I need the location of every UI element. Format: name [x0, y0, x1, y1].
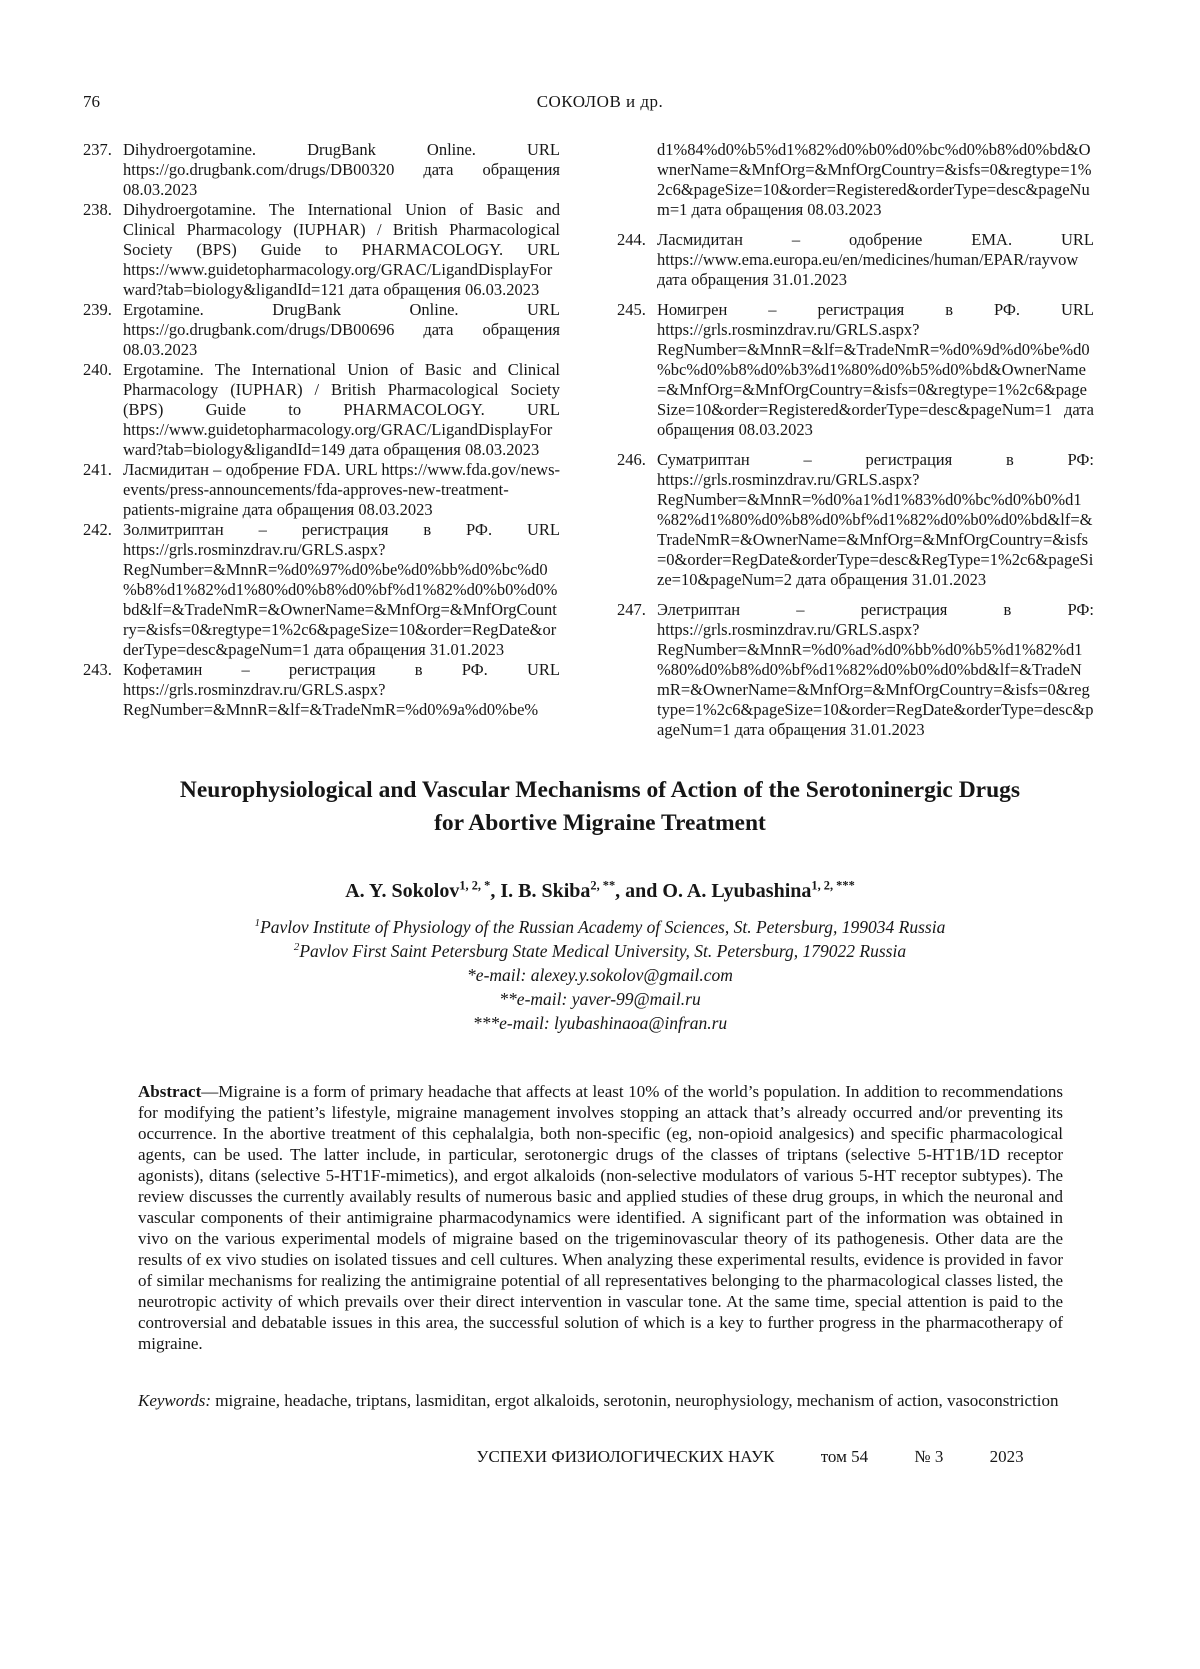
- page-header: [0, 92, 1200, 114]
- email-line: *e-mail: alexey.y.sokolov@gmail.com: [467, 965, 733, 985]
- references-right-column: [617, 140, 1094, 740]
- reference-text: Ласмидитан – одобрение EMA. URL https://www.ema.europa.eu/en/medicines/human/EPAR/rayvow дата обращения 31.01.2023: [657, 230, 1094, 289]
- author-name: O. A. Lyubashina: [662, 880, 812, 902]
- reference-text: Ласмидитан – одобрение FDA. URL https://www.fda.gov/news-events/press-announcements/fda-approves-new-treatment-patients-migraine дата обращения 08.03.2023: [123, 460, 560, 519]
- reference-text: Ergotamine. DrugBank Online. URL https://go.drugbank.com/drugs/DB00696 дата обращения 08.03.2023: [123, 300, 560, 359]
- reference-item: [83, 520, 560, 660]
- footer-journal-name: УСПЕХИ ФИЗИОЛОГИЧЕСКИХ НАУК: [476, 1447, 775, 1466]
- affiliation-text: Pavlov Institute of Physiology of the Russian Academy of Sciences, St. Petersburg, 199034 Russia: [260, 917, 946, 937]
- reference-number: 246.: [617, 450, 646, 469]
- author-superscript: 1, 2, *: [459, 878, 491, 893]
- footer-volume: том 54: [820, 1447, 869, 1466]
- reference-item: [83, 660, 560, 720]
- affiliation-superscript: 1: [254, 917, 261, 930]
- author-separator: , and: [615, 880, 663, 902]
- reference-number: 239.: [83, 300, 112, 319]
- reference-text: Кофетамин – регистрация в РФ. URL https://grls.rosminzdrav.ru/GRLS.aspx?RegNumber=&MnnR=&lf=&TradeNmR=%d0%9a%d0%be%: [123, 660, 560, 719]
- reference-item: [83, 140, 560, 200]
- reference-item: [617, 300, 1094, 440]
- author: [500, 880, 662, 902]
- keywords: [138, 1390, 1063, 1411]
- author-superscript: 1, 2, ***: [811, 878, 855, 893]
- reference-number: 247.: [617, 600, 646, 619]
- reference-number: 244.: [617, 230, 646, 249]
- reference-number: 241.: [83, 460, 112, 479]
- article-title-line-1: Neurophysiological and Vascular Mechanisms of Action of the Serotoninergic Drugs: [179, 777, 1021, 803]
- page-number: 76: [83, 92, 100, 111]
- reference-text: Dihydroergotamine. DrugBank Online. URL https://go.drugbank.com/drugs/DB00320 дата обращения 08.03.2023: [123, 140, 560, 199]
- reference-text: d1%84%d0%b5%d1%82%d0%b0%d0%bc%d0%b8%d0%bd&OwnerName=&MnfOrg=&MnfOrgCountry=&isfs=0&regtype=1%2c6&pageSize=10&order=Registered&orderType=desc&pageNum=1 дата обращения 08.03.2023: [657, 140, 1092, 219]
- reference-text: Элетриптан – регистрация в РФ: https://grls.rosminzdrav.ru/GRLS.aspx?RegNumber=&MnnR=%d0%ad%d0%bb%d0%b5%d1%82%d1%80%d0%b8%d0%bf%d1%82%d0%b0%d0%bd&lf=&TradeNmR=&OwnerName=&MnfOrg=&MnfOrgCountry=&isfs=0&regtype=1%2c6&pageSize=10&order=RegDate&orderType=desc&pageNum=1 дата обращения 31.01.2023: [657, 600, 1094, 739]
- reference-text: Dihydroergotamine. The International Union of Basic and Clinical Pharmacology (IUPHAR) / British Pharmacological Society (BPS) Guide to PHARMACOLOGY. URL https://www.guidetopharmacology.org/GRAC/LigandDisplayForward?tab=biology&ligandId=121 дата обращения 06.03.2023: [123, 200, 560, 299]
- reference-number: 240.: [83, 360, 112, 379]
- affiliation: [0, 915, 1200, 939]
- reference-item-continuation: [617, 140, 1094, 220]
- reference-item: [617, 600, 1094, 740]
- affiliation-text: Pavlov First Saint Petersburg State Medical University, St. Petersburg, 179022 Russia: [299, 941, 907, 961]
- email-line: ***e-mail: lyubashinaoa@infran.ru: [472, 1013, 728, 1033]
- reference-item: [83, 360, 560, 460]
- reference-item: [617, 230, 1094, 290]
- journal-footer: [150, 1447, 1200, 1467]
- footer-issue: № 3: [914, 1447, 944, 1466]
- references-left-column: [83, 140, 560, 740]
- author-name: A. Y. Sokolov: [345, 880, 460, 902]
- article-title-line-2: for Abortive Migraine Treatment: [434, 810, 766, 836]
- reference-text: Золмитриптан – регистрация в РФ. URL https://grls.rosminzdrav.ru/GRLS.aspx?RegNumber=&MnnR=%d0%97%d0%be%d0%bb%d0%bc%d0%b8%d1%82%d1%80%d0%b8%d0%bf%d1%82%d0%b0%d0%bd&lf=&TradeNmR=&OwnerName=&MnfOrg=&MnfOrgCountry=&isfs=0&regtype=1%2c6&pageSize=10&order=RegDate&orderType=desc&pageNum=1 дата обращения 31.01.2023: [123, 520, 560, 659]
- authors-line: [0, 880, 1200, 903]
- abstract: [138, 1081, 1063, 1354]
- reference-number: 242.: [83, 520, 112, 539]
- author-superscript: 2, **: [590, 878, 616, 893]
- affiliation: [0, 939, 1200, 963]
- author: [662, 880, 854, 902]
- reference-number: 238.: [83, 200, 112, 219]
- affiliation-superscript: 2: [293, 941, 300, 954]
- keywords-text: migraine, headache, triptans, lasmiditan, ergot alkaloids, serotonin, neurophysiology, mechanism of action, vasoconstriction: [211, 1391, 1059, 1410]
- reference-number: 243.: [83, 660, 112, 679]
- article-title: [90, 774, 1110, 840]
- references-list: [83, 140, 1094, 740]
- reference-number: 237.: [83, 140, 112, 159]
- abstract-label: Abstract: [138, 1082, 202, 1101]
- email-line: **e-mail: yaver-99@mail.ru: [499, 989, 701, 1009]
- footer-year: 2023: [989, 1447, 1024, 1466]
- keywords-label: Keywords:: [138, 1391, 212, 1410]
- reference-item: [83, 300, 560, 360]
- reference-item: [83, 460, 560, 520]
- reference-item: [83, 200, 560, 300]
- affiliations-block: [0, 915, 1200, 1035]
- running-head: СОКОЛОВ и др.: [536, 92, 664, 111]
- author-name: I. B. Skiba: [500, 880, 591, 902]
- reference-text: Ergotamine. The International Union of Basic and Clinical Pharmacology (IUPHAR) / British Pharmacological Society (BPS) Guide to PHARMACOLOGY. URL https://www.guidetopharmacology.org/GRAC/LigandDisplayForward?tab=biology&ligandId=149 дата обращения 08.03.2023: [123, 360, 560, 459]
- reference-number: 245.: [617, 300, 646, 319]
- reference-item: [617, 450, 1094, 590]
- abstract-text: —Migraine is a form of primary headache that affects at least 10% of the world’s population. In addition to recommendations for modifying the patient’s lifestyle, migraine management involves stopping an attack that’s already occurred and/or preventing its occurrence. In the abortive treatment of this cephalalgia, both non-specific (eg, non-opioid analgesics) and specific pharmacological agents, can be used. The latter include, in particular, serotonergic drugs of the classes of triptans (selective 5-HT1B/1D receptor agonists), ditans (selective 5-HT1F-mimetics), and ergot alkaloids (non-selective modulators of various 5-HT receptor subtypes). The review discusses the currently availably results of numerous basic and applied studies of these drug groups, in which the neuronal and vascular components of their antimigraine pharmacodynamics were identified. A significant part of the information was obtained in vivo on the various experimental models of migraine based on the trigeminovascular theory of its pathogenesis. Other data are the results of ex vivo studies on isolated tissues and cell cultures. When analyzing these experimental results, evidence is provided in favor of similar mechanisms for realizing the antimigraine potential of all representatives belonging to the pharmacological classes listed, the neurotropic activity of which prevails over their direct intervention in vascular tone. At the same time, special attention is paid to the controversial and debatable issues in this area, the successful solution of which is a key to further progress in the pharmacotherapy of migraine.: [138, 1082, 1063, 1353]
- reference-text: Суматриптан – регистрация в РФ: https://grls.rosminzdrav.ru/GRLS.aspx?RegNumber=&MnnR=%d0%a1%d1%83%d0%bc%d0%b0%d1%82%d1%80%d0%b8%d0%bf%d1%82%d0%b0%d0%bd&lf=&TradeNmR=&OwnerName=&MnfOrg=&MnfOrgCountry=&isfs=0&order=RegDate&orderType=desc&RegType=1%2c6&pageSize=10&pageNum=2 дата обращения 31.01.2023: [657, 450, 1094, 589]
- reference-text: Номигрен – регистрация в РФ. URL https://grls.rosminzdrav.ru/GRLS.aspx?RegNumber=&MnnR=&lf=&TradeNmR=%d0%9d%d0%be%d0%bc%d0%b8%d0%b3%d1%80%d0%b5%d0%bd&OwnerName=&MnfOrg=&MnfOrgCountry=&isfs=0&regtype=1%2c6&pageSize=10&order=Registered&orderType=desc&pageNum=1 дата обращения 08.03.2023: [657, 300, 1094, 439]
- author: [345, 880, 500, 902]
- author-separator: ,: [490, 880, 501, 902]
